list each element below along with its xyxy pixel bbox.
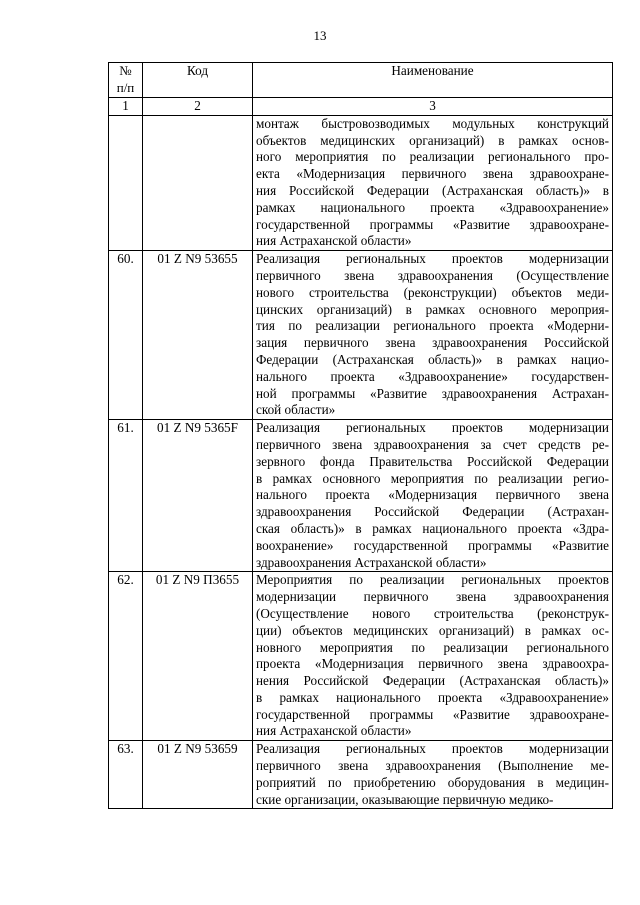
name-line: нения Российской Федерации (Астраханская область)» [256, 673, 609, 689]
name-line: здравоохранения Астраханской области» [256, 554, 487, 570]
column-number-1: 1 [109, 98, 143, 116]
row-number: 62. [109, 572, 143, 741]
name-line: первичного звена здравоохранения за счет средств ре- [256, 436, 609, 452]
name-line: объектов медицинских организаций) в рамках основ- [256, 132, 609, 148]
name-line: нального проекта «Модернизация первичного звена [256, 487, 609, 503]
name-line: цинских организаций) в рамках основного мероприя- [256, 301, 609, 317]
name-line: первичного звена здравоохранения (Осуществление [256, 267, 609, 283]
table-row [109, 741, 613, 809]
name-line: ская область)» в рамках национального проекта «Здра- [256, 520, 609, 536]
name-line: ного мероприятия по реализации регионального про- [256, 149, 609, 165]
name-line: нового строительства (реконструкции) объектов меди- [256, 284, 609, 300]
name-line: ские организации, оказывающие первичную медико- [256, 791, 554, 807]
name-line: екта «Модернизация первичного звена здравоохране- [256, 166, 609, 182]
row-code: 01 Z N9 53655 [143, 251, 253, 420]
row-code: 01 Z N9 П3655 [143, 572, 253, 741]
table-row [109, 115, 613, 250]
row-code: 01 Z N9 53659 [143, 741, 253, 809]
row-code: 01 Z N9 5365F [143, 420, 253, 572]
name-line: новного мероприятия по реализации регионального [256, 639, 609, 655]
table-row [109, 251, 613, 420]
name-line: нального проекта «Здравоохранение» государствен- [256, 368, 609, 384]
row-number: 61. [109, 420, 143, 572]
header-name: Наименование [253, 63, 613, 98]
name-line: Мероприятия по реализации региональных проектов [256, 572, 609, 588]
name-line: в рамках национального проекта «Здравоохранение» [256, 689, 609, 705]
row-name [253, 251, 613, 420]
name-line: зервного фонда Правительства Российской Федерации [256, 453, 609, 469]
row-number: 63. [109, 741, 143, 809]
name-line: ния Астраханской области» [256, 723, 412, 739]
name-line: первичного звена здравоохранения (Выполнение ме- [256, 758, 609, 774]
table-row [109, 572, 613, 741]
page-number: 13 [313, 28, 327, 43]
name-line: ния Российской Федерации (Астраханская область)» в [256, 182, 609, 198]
row-number: 60. [109, 251, 143, 420]
row-name [253, 741, 613, 809]
name-line: в рамках основного мероприятия по реализации регио- [256, 470, 609, 486]
row-number [109, 115, 143, 250]
table-row [109, 420, 613, 572]
name-line: ной программы «Развитие здравоохранения Астрахан- [256, 385, 609, 401]
column-number-2: 2 [143, 98, 253, 116]
row-name [253, 572, 613, 741]
name-line: государственной программы «Развитие здравоохране- [256, 216, 609, 232]
name-line: ции) объектов медицинских организаций) в рамках ос- [256, 622, 609, 638]
header-code: Код [143, 63, 253, 98]
row-code [143, 115, 253, 250]
column-numbers-row [109, 98, 613, 116]
name-line: Реализация региональных проектов модернизации [256, 251, 609, 267]
row-name [253, 420, 613, 572]
name-line: модернизации первичного звена здравоохранения [256, 589, 609, 605]
name-line: воохранение» государственной программы «Развитие [256, 537, 609, 553]
table-header-row [109, 63, 613, 98]
name-line: Реализация региональных проектов модернизации [256, 741, 609, 757]
name-line: (Осуществление нового строительства (реконструк- [256, 605, 609, 621]
name-line: ской области» [256, 402, 336, 418]
name-line: Реализация региональных проектов модернизации [256, 420, 609, 436]
table-body [109, 115, 613, 809]
name-line: роприятий по приобретению оборудования в медицин- [256, 774, 609, 790]
name-line: тия по реализации регионального проекта «Модерни- [256, 318, 609, 334]
name-line: государственной программы «Развитие здравоохране- [256, 706, 609, 722]
name-line: монтаж быстровозводимых модульных конструкций [256, 115, 609, 131]
classification-table [108, 62, 613, 809]
name-line: зация первичного звена здравоохранения Российской [256, 335, 609, 351]
name-line: Федерации (Астраханская область)» в рамках нацио- [256, 351, 609, 367]
name-line: здравоохранения Российской Федерации (Астрахан- [256, 504, 609, 520]
column-number-3: 3 [253, 98, 613, 116]
name-line: ния Астраханской области» [256, 233, 412, 249]
header-num: № п/п [109, 63, 143, 98]
name-line: проекта «Модернизация первичного звена здравоохра- [256, 656, 609, 672]
row-name [253, 115, 613, 250]
name-line: рамках национального проекта «Здравоохранение» [256, 199, 609, 215]
